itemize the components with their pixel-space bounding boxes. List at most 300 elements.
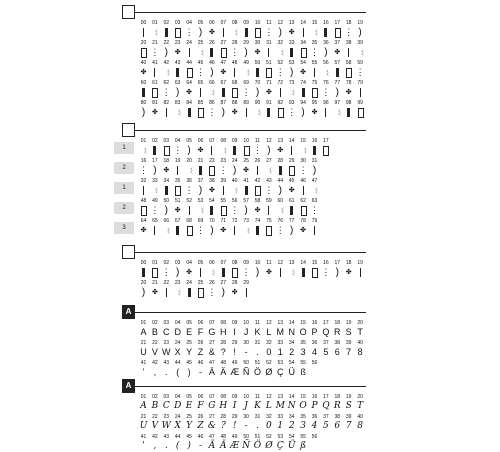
stitch-pattern-icon (206, 225, 217, 236)
letter-pattern: S (345, 401, 352, 411)
pattern-number: 34 (288, 414, 295, 420)
stitch-pattern-icon (332, 107, 343, 118)
pattern-number: 09 (243, 20, 249, 26)
pattern-number: 39 (220, 178, 227, 184)
pattern-group-tab: 1 (114, 182, 134, 194)
pattern-number: 41 (152, 60, 158, 66)
pattern-number: 73 (243, 218, 249, 224)
pattern-number: 01 (140, 394, 147, 400)
stitch-pattern-icon (161, 107, 172, 118)
letter-pattern: T (357, 327, 363, 337)
letter-pattern: 1 (277, 421, 284, 431)
stitch-pattern-icon (161, 87, 172, 98)
letter-pattern: 8 (357, 347, 363, 357)
pattern-number: 13 (277, 320, 284, 326)
quilt-stitch-icon (122, 245, 135, 259)
pattern-number: 51 (254, 434, 261, 440)
pattern-number: 02 (163, 260, 170, 266)
pattern-number: 32 (140, 178, 147, 184)
letter-pattern (309, 367, 320, 378)
pattern-number: 01 (140, 320, 147, 326)
stitch-chart-page (114, 0, 366, 450)
pattern-number: 84 (186, 100, 192, 106)
stitch-pattern-icon (229, 225, 240, 236)
stitch-pattern-icon (298, 87, 309, 98)
letter-pattern: Ç (276, 441, 284, 451)
stitch-pattern-icon (218, 47, 229, 58)
stitch-row (122, 158, 366, 176)
letter-pattern: D (174, 401, 182, 411)
letter-pattern: U (140, 347, 147, 357)
pattern-number: 63 (174, 80, 181, 86)
stitch-pattern-icon (172, 287, 183, 298)
pattern-number: 25 (186, 340, 192, 346)
pattern-number: 69 (243, 80, 249, 86)
pattern-number: 23 (163, 414, 170, 420)
stitch-pattern-icon (229, 47, 240, 58)
letter-pattern: F (197, 327, 204, 337)
pattern-number: 36 (186, 178, 192, 184)
pattern-number: 46 (300, 178, 306, 184)
letter-pattern: 5 (323, 421, 329, 431)
stitch-pattern-icon (138, 185, 149, 196)
stitch-pattern-icon (138, 47, 149, 58)
pattern-number: 15 (300, 394, 306, 400)
stitch-pattern-icon (355, 267, 366, 278)
pattern-number: 70 (209, 218, 215, 224)
stitch-pattern-icon (206, 145, 217, 156)
stitch-pattern-icon (332, 27, 343, 38)
pattern-number: 96 (323, 100, 329, 106)
pattern-number: 24 (174, 340, 181, 346)
pattern-number: 01 (152, 260, 158, 266)
stitch-row (122, 138, 366, 156)
letter-pattern: S (345, 327, 352, 337)
pattern-number: 47 (220, 60, 227, 66)
pattern-number: 43 (174, 60, 181, 66)
stitch-pattern-icon (229, 27, 240, 38)
pattern-number: 08 (231, 260, 238, 266)
pattern-number: 62 (300, 198, 306, 204)
pattern-number: 72 (231, 218, 238, 224)
pattern-number: 99 (357, 100, 363, 106)
pattern-number: 39 (357, 40, 363, 46)
stitch-pattern-icon (149, 67, 160, 78)
pattern-number: 07 (209, 320, 215, 326)
pattern-number: 48 (140, 198, 147, 204)
pattern-number: 06 (209, 20, 215, 26)
section-divider (122, 252, 366, 253)
stitch-pattern-icon (218, 67, 229, 78)
pattern-number: 05 (186, 320, 192, 326)
letter-pattern: X (174, 347, 181, 357)
pattern-number: 54 (209, 198, 215, 204)
stitch-pattern-icon (320, 107, 331, 118)
letter-pattern: 6 (334, 347, 340, 357)
stitch-pattern-icon (229, 87, 240, 98)
pattern-number: 54 (288, 434, 295, 440)
pattern-number: 16 (311, 394, 318, 400)
decorative-stitch-icon (122, 123, 135, 137)
letter-pattern: N (287, 401, 296, 411)
stitch-pattern-icon (229, 165, 240, 176)
pattern-number: 33 (277, 340, 284, 346)
pattern-number: 03 (174, 260, 181, 266)
pattern-number: 51 (174, 198, 181, 204)
pattern-number: 22 (152, 340, 158, 346)
stitch-pattern-icon (195, 287, 206, 298)
pattern-number: 39 (345, 340, 352, 346)
pattern-number: 35 (311, 40, 318, 46)
letter-pattern: 2 (288, 421, 295, 431)
pattern-number: 44 (186, 60, 192, 66)
pattern-number: 16 (140, 158, 147, 164)
pattern-number: 56 (231, 198, 238, 204)
pattern-number: 26 (209, 40, 215, 46)
letter-pattern: Ö (253, 441, 262, 451)
pattern-number: 10 (243, 138, 249, 144)
letter-pattern: 7 (346, 347, 352, 357)
block-alphabet-section (114, 304, 366, 376)
pattern-number: 14 (300, 260, 306, 266)
stitch-pattern-icon (184, 47, 195, 58)
pattern-number: 64 (186, 80, 192, 86)
stitch-pattern-icon (206, 47, 217, 58)
pattern-number: 51 (266, 60, 272, 66)
stitch-pattern-icon (184, 267, 195, 278)
pattern-number: 13 (277, 394, 284, 400)
pattern-number: 55 (300, 434, 306, 440)
decorative-section (114, 122, 366, 234)
pattern-number: 28 (220, 414, 227, 420)
pattern-number: 17 (334, 260, 341, 266)
pattern-number: 64 (140, 218, 147, 224)
section-divider (122, 386, 366, 387)
stitch-pattern-icon (298, 67, 309, 78)
pattern-number: 38 (209, 178, 215, 184)
stitch-row (138, 40, 366, 58)
pattern-number: 41 (140, 360, 147, 366)
pattern-number: 44 (174, 434, 181, 440)
pattern-number: 37 (323, 340, 329, 346)
pattern-number: 03 (163, 394, 170, 400)
pattern-number: 06 (197, 394, 204, 400)
stitch-pattern-icon (309, 145, 320, 156)
pattern-number: 11 (254, 138, 261, 144)
stitch-pattern-icon (206, 27, 217, 38)
stitch-pattern-icon (298, 145, 309, 156)
pattern-number: 33 (288, 40, 295, 46)
pattern-number: 53 (277, 360, 284, 366)
pattern-number: 56 (311, 434, 318, 440)
stitch-pattern-icon (298, 205, 309, 216)
stitch-pattern-icon (138, 107, 149, 118)
stitch-pattern-icon (275, 87, 286, 98)
stitch-pattern-icon (320, 47, 331, 58)
stitch-pattern-icon (355, 47, 366, 58)
letter-pattern: L (265, 401, 272, 411)
pattern-number: 65 (197, 80, 204, 86)
stitch-pattern-icon (172, 107, 183, 118)
stitch-pattern-icon (195, 47, 206, 58)
stitch-pattern-icon (195, 67, 206, 78)
stitch-pattern-icon (298, 165, 309, 176)
letter-pattern: 1 (277, 347, 283, 357)
stitch-pattern-icon (263, 47, 274, 58)
pattern-group-tab: 2 (114, 202, 134, 214)
pattern-number: 07 (209, 138, 215, 144)
letter-pattern: C (162, 401, 170, 411)
pattern-number: 55 (311, 60, 318, 66)
stitch-pattern-icon (241, 47, 252, 58)
stitch-pattern-icon (275, 145, 286, 156)
stitch-pattern-icon (161, 185, 172, 196)
stitch-row (138, 100, 366, 118)
pattern-number: 48 (220, 434, 227, 440)
stitch-pattern-icon (252, 107, 263, 118)
stitch-pattern-icon (218, 287, 229, 298)
pattern-number: 85 (197, 100, 204, 106)
pattern-number: 22 (152, 414, 158, 420)
stitch-pattern-icon (355, 27, 366, 38)
pattern-number: 91 (266, 100, 272, 106)
pattern-number: 23 (220, 158, 227, 164)
pattern-number: 42 (163, 60, 170, 66)
stitch-pattern-icon (275, 185, 286, 196)
letter-pattern: Ä (208, 441, 216, 451)
pattern-number: 17 (152, 158, 158, 164)
stitch-pattern-icon (320, 267, 331, 278)
pattern-number: 18 (334, 394, 341, 400)
stitch-row (122, 198, 366, 216)
pattern-number: 82 (163, 100, 170, 106)
pattern-number: 56 (323, 60, 329, 66)
letter-pattern: . (164, 441, 168, 451)
stitch-pattern-icon (309, 165, 320, 176)
pattern-number: 13 (288, 20, 295, 26)
stitch-pattern-icon (275, 205, 286, 216)
stitch-pattern-icon (218, 165, 229, 176)
stitch-pattern-icon (343, 67, 354, 78)
letter-pattern: 7 (345, 421, 352, 431)
stitch-row (138, 320, 366, 338)
pattern-number: 62 (163, 80, 170, 86)
stitch-pattern-icon (149, 107, 160, 118)
stitch-pattern-icon (206, 87, 217, 98)
stitch-pattern-icon (218, 27, 229, 38)
letter-pattern: E (185, 401, 193, 411)
pattern-number: 45 (186, 434, 192, 440)
stitch-pattern-icon (161, 27, 172, 38)
pattern-number: 65 (152, 218, 158, 224)
pattern-number: 68 (231, 80, 238, 86)
pattern-number: 19 (174, 158, 181, 164)
utility-stitch-icon (122, 5, 135, 19)
letter-pattern: Q (322, 327, 330, 337)
letter-pattern: 6 (334, 421, 341, 431)
pattern-number: 57 (243, 198, 249, 204)
pattern-number: 29 (243, 280, 249, 286)
pattern-number: 05 (186, 138, 192, 144)
letter-pattern: P (311, 401, 318, 411)
stitch-pattern-icon (286, 27, 297, 38)
letter-pattern: Ä (220, 441, 227, 451)
stitch-pattern-icon (195, 107, 206, 118)
pattern-number: 53 (197, 198, 204, 204)
pattern-number: 33 (152, 178, 158, 184)
stitch-pattern-icon (298, 47, 309, 58)
letter-pattern: Ü (288, 367, 295, 377)
section-divider (122, 130, 366, 131)
pattern-number: 34 (300, 40, 306, 46)
pattern-number: 42 (152, 434, 158, 440)
stitch-pattern-icon (309, 107, 320, 118)
stitch-pattern-icon (195, 267, 206, 278)
pattern-number: 37 (323, 414, 329, 420)
pattern-number: 05 (197, 260, 204, 266)
stitch-pattern-icon (161, 165, 172, 176)
pattern-number: 63 (311, 198, 318, 204)
stitch-pattern-icon (298, 27, 309, 38)
pattern-number: 16 (311, 138, 318, 144)
stitch-pattern-icon (161, 47, 172, 58)
letter-pattern: R (334, 327, 341, 337)
stitch-pattern-icon (263, 67, 274, 78)
stitch-pattern-icon (343, 107, 354, 118)
stitch-pattern-icon (309, 47, 320, 58)
pattern-number: 31 (266, 40, 272, 46)
stitch-pattern-icon (332, 267, 343, 278)
stitch-row (138, 340, 366, 358)
pattern-number: 54 (288, 360, 295, 366)
letter-pattern: H (220, 327, 227, 337)
stitch-pattern-icon (184, 185, 195, 196)
pattern-number: 27 (209, 414, 215, 420)
stitch-row (138, 394, 366, 412)
pattern-number: 36 (311, 340, 318, 346)
stitch-pattern-icon (309, 27, 320, 38)
stitch-pattern-icon (263, 267, 274, 278)
stitch-pattern-icon (138, 205, 149, 216)
pattern-number: 06 (197, 320, 204, 326)
pattern-number: 49 (231, 360, 238, 366)
pattern-number: 43 (163, 360, 170, 366)
stitch-pattern-icon (309, 205, 320, 216)
pattern-number: 02 (152, 138, 158, 144)
stitch-pattern-icon (241, 205, 252, 216)
pattern-number: 19 (357, 20, 363, 26)
stitch-pattern-icon (195, 205, 206, 216)
pattern-group-tab: 1 (114, 142, 134, 154)
letter-pattern: ' (142, 367, 145, 377)
pattern-number: 79 (311, 218, 318, 224)
pattern-number: 48 (231, 60, 238, 66)
pattern-number: 76 (277, 218, 284, 224)
letter-pattern: N (288, 327, 295, 337)
stitch-pattern-icon (195, 87, 206, 98)
stitch-row (138, 280, 366, 298)
stitch-pattern-icon (252, 47, 263, 58)
pattern-number: 66 (209, 80, 215, 86)
letter-pattern: 4 (311, 421, 318, 431)
stitch-pattern-icon (252, 67, 263, 78)
pattern-number: 28 (231, 40, 238, 46)
pattern-number: 37 (334, 40, 341, 46)
pattern-number: 61 (288, 198, 295, 204)
pattern-number: 26 (197, 340, 204, 346)
pattern-number: 76 (323, 80, 329, 86)
pattern-number: 70 (254, 80, 261, 86)
pattern-number: 29 (231, 414, 238, 420)
pattern-number: 38 (334, 340, 341, 346)
stitch-pattern-icon (275, 27, 286, 38)
stitch-pattern-icon (172, 87, 183, 98)
letter-pattern: 2 (289, 347, 295, 357)
pattern-number: 04 (186, 20, 192, 26)
stitch-pattern-icon (206, 107, 217, 118)
pattern-number: 58 (345, 60, 352, 66)
letter-pattern: J (244, 401, 248, 411)
stitch-pattern-icon (172, 225, 183, 236)
pattern-number: 66 (163, 218, 170, 224)
stitch-pattern-icon (138, 145, 149, 156)
pattern-number: 77 (334, 80, 341, 86)
pattern-number: 77 (288, 218, 295, 224)
letter-pattern: ß (300, 367, 306, 377)
pattern-number: 69 (197, 218, 204, 224)
pattern-number: 25 (186, 414, 192, 420)
block-letter-icon: A (122, 305, 135, 319)
pattern-number: 53 (288, 60, 295, 66)
pattern-number: 95 (311, 100, 318, 106)
pattern-number: 17 (323, 394, 329, 400)
pattern-number: 47 (209, 434, 215, 440)
pattern-number: 52 (186, 198, 192, 204)
pattern-number: 40 (231, 178, 238, 184)
pattern-number: 12 (266, 394, 272, 400)
pattern-number: 59 (357, 60, 363, 66)
stitch-pattern-icon (343, 267, 354, 278)
stitch-pattern-icon (184, 225, 195, 236)
stitch-pattern-icon (161, 225, 172, 236)
stitch-pattern-icon (309, 67, 320, 78)
stitch-pattern-icon (252, 267, 263, 278)
pattern-number: 47 (209, 360, 215, 366)
stitch-pattern-icon (332, 67, 343, 78)
letter-pattern: Ä (220, 367, 227, 377)
pattern-number: 25 (243, 158, 249, 164)
stitch-pattern-icon (184, 87, 195, 98)
pattern-number: 15 (300, 320, 306, 326)
letter-pattern: L (266, 327, 272, 337)
pattern-number: 50 (163, 198, 170, 204)
letter-pattern: Ñ (242, 367, 250, 377)
pattern-number: 35 (300, 340, 306, 346)
letter-pattern: E (186, 327, 193, 337)
pattern-number: 47 (311, 178, 318, 184)
pattern-number: 38 (345, 40, 352, 46)
pattern-number: 24 (174, 414, 181, 420)
pattern-number: 25 (197, 280, 204, 286)
letter-pattern: K (254, 327, 261, 337)
pattern-number: 22 (209, 158, 215, 164)
stitch-pattern-icon (309, 267, 320, 278)
stitch-pattern-icon (206, 267, 217, 278)
pattern-number: 12 (266, 320, 272, 326)
stitch-pattern-icon (195, 225, 206, 236)
stitch-pattern-icon (252, 225, 263, 236)
pattern-number: 37 (197, 178, 204, 184)
